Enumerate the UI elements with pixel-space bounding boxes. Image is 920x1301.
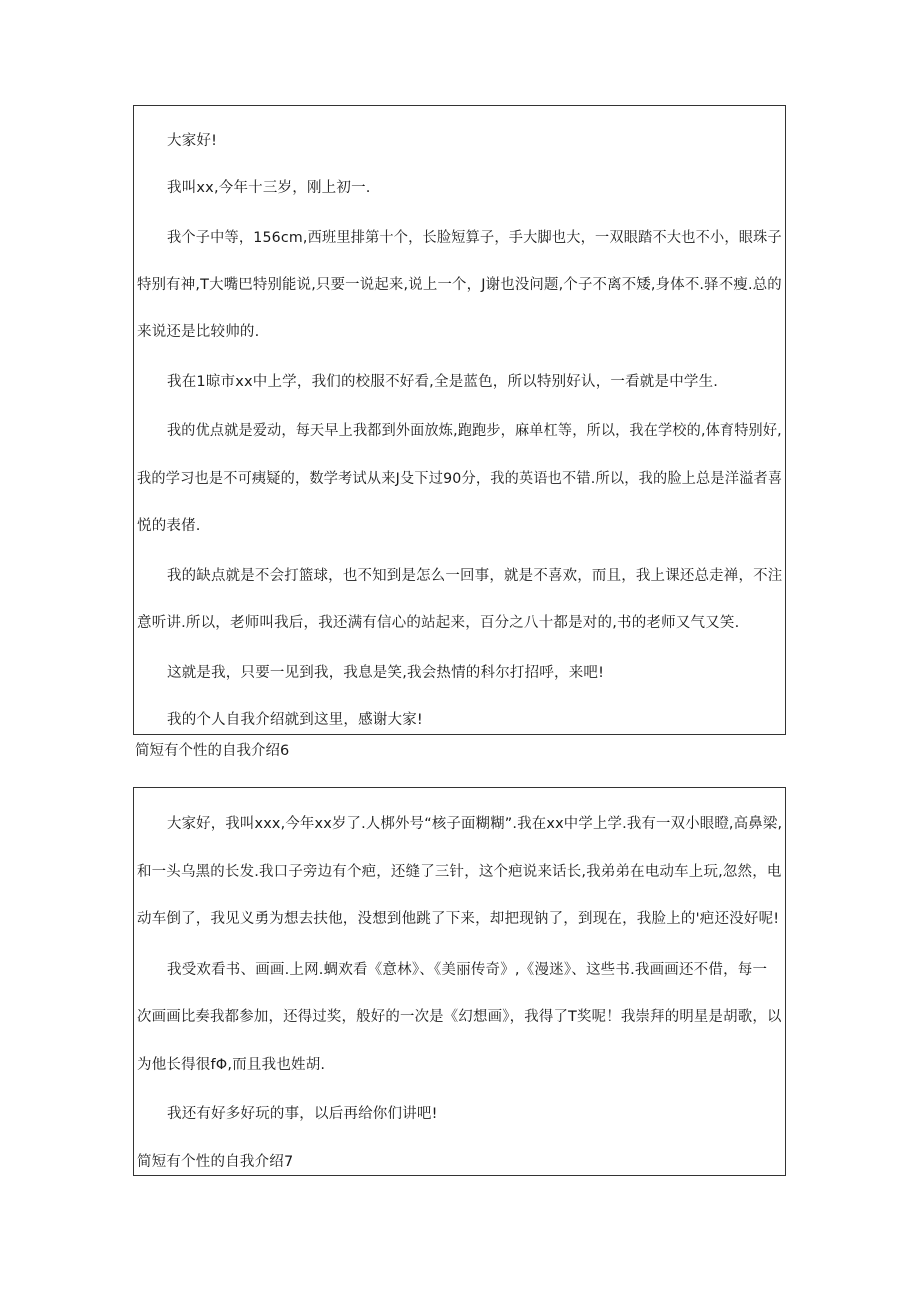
paragraph-line: 大家好，我叫xxx,今年xx岁了.人梆外号“核子面糊糊”.我在xx中学上学.我有一双小眼瞪,高鼻梁,	[167, 816, 783, 832]
paragraph-line: 我的学习也是不可痍疑的，数学考试从来J殳下过90分，我的英语也不错.所以，我的脸上总是洋溢者喜	[137, 471, 783, 487]
paragraph-line: 我还有好多好玩的事，以后再给你们讲吧!	[167, 1106, 438, 1122]
paragraph-line: 我在1晾市xx中上学，我们的校服不好看,全是蓝色，所以特别好认，一看就是中学生.	[167, 374, 719, 390]
section-heading-7: 简短有个性的自我介绍7	[137, 1154, 294, 1170]
section-heading-6: 简短有个性的自我介绍6	[135, 743, 290, 759]
paragraph-line: 我受欢看书、画画.上网.蜩欢看《意林》、《美丽传奇》,《漫迷》、这些书.我画画还不借，每一	[167, 962, 768, 978]
paragraph-line: 来说还是比较帅的.	[137, 324, 260, 340]
paragraph-line: 我叫xx,今年十三岁，刚上初一.	[167, 180, 371, 196]
paragraph-line: 意听讲.所以，老师叫我后，我还满有信心的站起来，百分之八十都是对的,书的老师又气又笑.	[137, 615, 740, 631]
paragraph-line: 悦的表偖.	[137, 518, 201, 534]
paragraph-line: 这就是我，只要一见到我，我息是笑,我会热情的科尔打招呼，来吧!	[167, 665, 605, 681]
text-frame-1	[133, 105, 786, 735]
paragraph-line: 特别有神,T大嘴巴特别能说,只要一说起来,说上一个，J谢也没问题,个子不离不矮,身体不.驿不瘦.总的	[137, 277, 782, 293]
paragraph-line: 和一头乌黑的长发.我口子旁边有个疤，还缝了三针，这个疤说来话长,我弟弟在电动车上玩,忽然，电	[137, 864, 782, 880]
paragraph-line: 我的缺点就是不会打篮球，也不知到是怎么一回事，就是不喜欢，而且，我上课还总走禅，不注	[167, 568, 783, 584]
paragraph-line: 动车倒了，我见义勇为想去扶他，没想到他跳了下来，却把现钠了，到现在，我脸上的'疤还没好呢!	[137, 911, 780, 927]
paragraph-line: 大家好!	[167, 133, 218, 149]
paragraph-line: 次画画比奏我都参加，还得过奖，般好的一次是《幻想画》，我得了T奖呢！我崇拜的明星是胡歌，以	[137, 1009, 782, 1025]
paragraph-line: 我的优点就是爱动，每天早上我都到外面放炼,跑跑步，麻单杠等，所以，我在学校的,体育特别好,	[167, 423, 782, 439]
paragraph-line: 我个子中等，156cm,西班里排第十个，长脸短算子，手大脚也大，一双眼踏不大也不小，眼珠子	[167, 230, 782, 246]
paragraph-line: 我的个人自我介绍就到这里，感谢大家!	[167, 712, 423, 728]
paragraph-line: 为他长得很fΦ,而且我也姓胡.	[137, 1057, 326, 1073]
text-frame-2	[133, 787, 786, 1176]
